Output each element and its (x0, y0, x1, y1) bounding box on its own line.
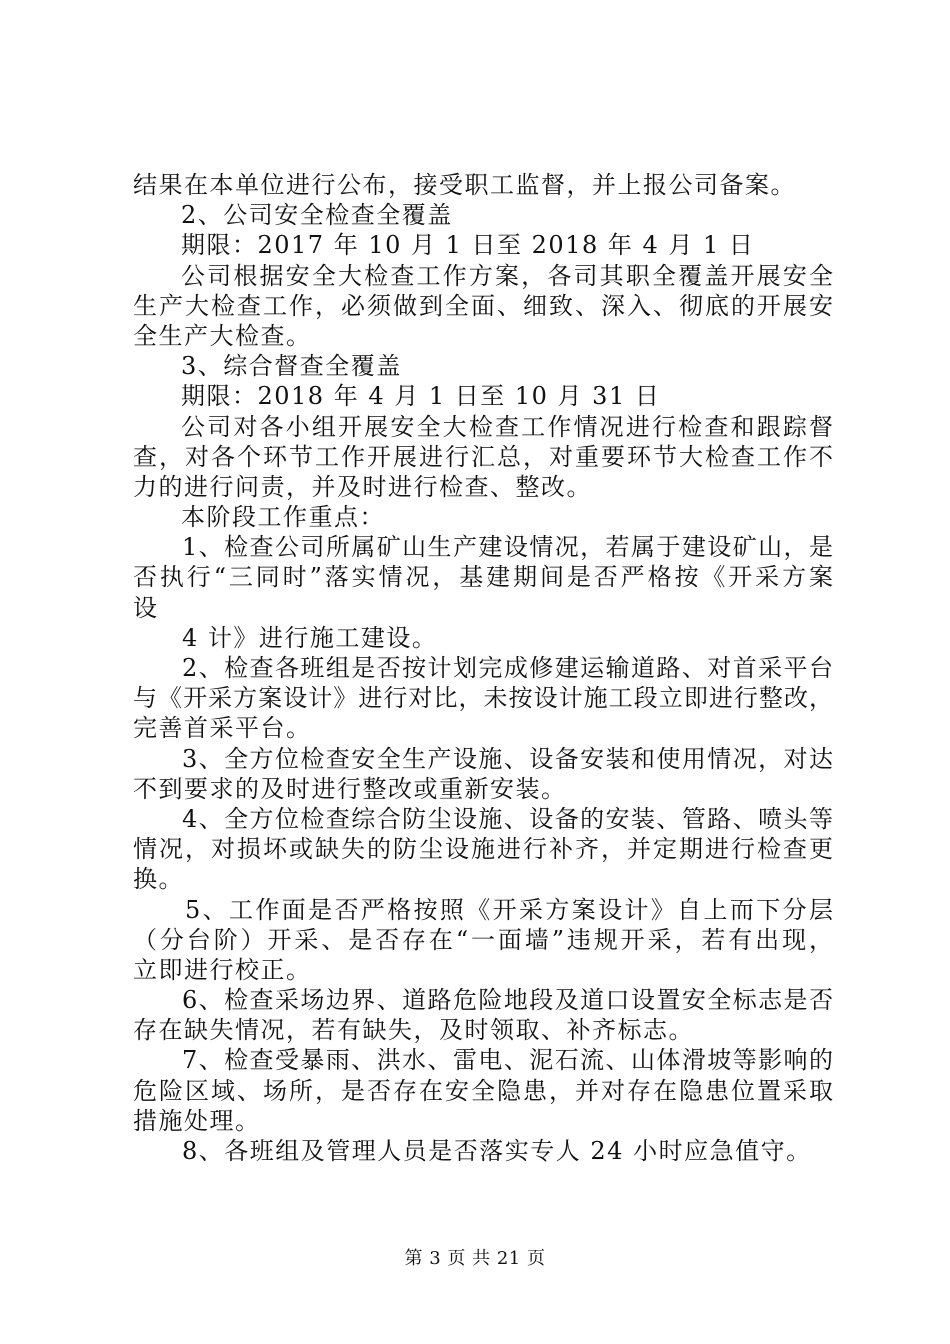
period-line: 期限：2018 年 4 月 1 日至 10 月 31 日 (181, 382, 661, 411)
list-item-line: 1、检查公司所属矿山生产建设情况，若属于建设矿山，是 (182, 533, 833, 562)
page-number-footer: 第 3 页 共 21 页 (404, 1248, 546, 1269)
list-item-line: 措施处理。 (133, 1106, 261, 1135)
list-item-line: 危险区域、场所，是否存在安全隐患，并对存在隐患位置采取 (133, 1076, 833, 1105)
list-item-line: 设 (133, 593, 159, 622)
list-item-line: 存在缺失情况，若有缺失，及时领取、补齐标志。 (133, 1016, 694, 1045)
list-item-line: 7、检查受暴雨、洪水、雷电、泥石流、山体滑坡等影响的 (182, 1046, 833, 1075)
paragraph-line: 力的进行问责，并及时进行检查、整改。 (133, 472, 592, 501)
list-item-line: 5、工作面是否严格按照《开采方案设计》自上而下分层 (185, 895, 833, 924)
list-item-line: 不到要求的及时进行整改或重新安装。 (133, 774, 567, 803)
period-line: 期限：2017 年 10 月 1 日至 2018 年 4 月 1 日 (181, 231, 755, 260)
list-item-line: 情况，对损坏或缺失的防尘设施进行补齐，并定期进行检查更 (133, 835, 833, 864)
document-body (133, 170, 833, 1166)
list-item-line: 与《开采方案设计》进行对比，未按设计施工段立即进行整改， (133, 684, 833, 713)
list-item-line: 8、各班组及管理人员是否落实专人 24 小时应急值守。 (182, 1137, 812, 1165)
list-item-line: （分台阶）开采、是否存在“一面墙”违规开采，若有出现， (133, 925, 833, 954)
list-item-line: 6、检查采场边界、道路危险地段及道口设置安全标志是否 (182, 986, 833, 1015)
section-heading: 2、公司安全检查全覆盖 (181, 201, 453, 230)
list-item-line: 4、全方位检查综合防尘设施、设备的安装、管路、喷头等 (182, 804, 833, 833)
paragraph-line: 查，对各个环节工作开展进行汇总，对重要环节大检查工作不 (133, 442, 833, 471)
section-heading: 本阶段工作重点： (181, 503, 385, 532)
list-item-line: 2、检查各班组是否按计划完成修建运输道路、对首采平台 (182, 654, 833, 682)
list-item-line: 换。 (133, 865, 184, 894)
list-item-line: 3、全方位检查安全生产设施、设备安装和使用情况，对达 (182, 744, 833, 773)
paragraph-line: 生产大检查工作，必须做到全面、细致、深入、彻底的开展安 (133, 291, 833, 320)
list-item-line: 完善首采平台。 (133, 714, 312, 743)
list-item-line: 4 计》进行施工建设。 (182, 623, 438, 652)
paragraph-line: 公司对各小组开展安全大检查工作情况进行检查和跟踪督 (181, 412, 833, 441)
list-item-line: 立即进行校正。 (133, 955, 312, 984)
list-item-line: 否执行“三同时”落实情况，基建期间是否严格按《开采方案 (133, 563, 833, 592)
paragraph-line: 全生产大检查。 (133, 321, 312, 350)
paragraph-line: 公司根据安全大检查工作方案，各司其职全覆盖开展安全 (181, 261, 833, 290)
section-heading: 3、综合督查全覆盖 (181, 352, 402, 381)
paragraph-line: 结果在本单位进行公布，接受职工监督，并上报公司备案。 (133, 171, 796, 199)
